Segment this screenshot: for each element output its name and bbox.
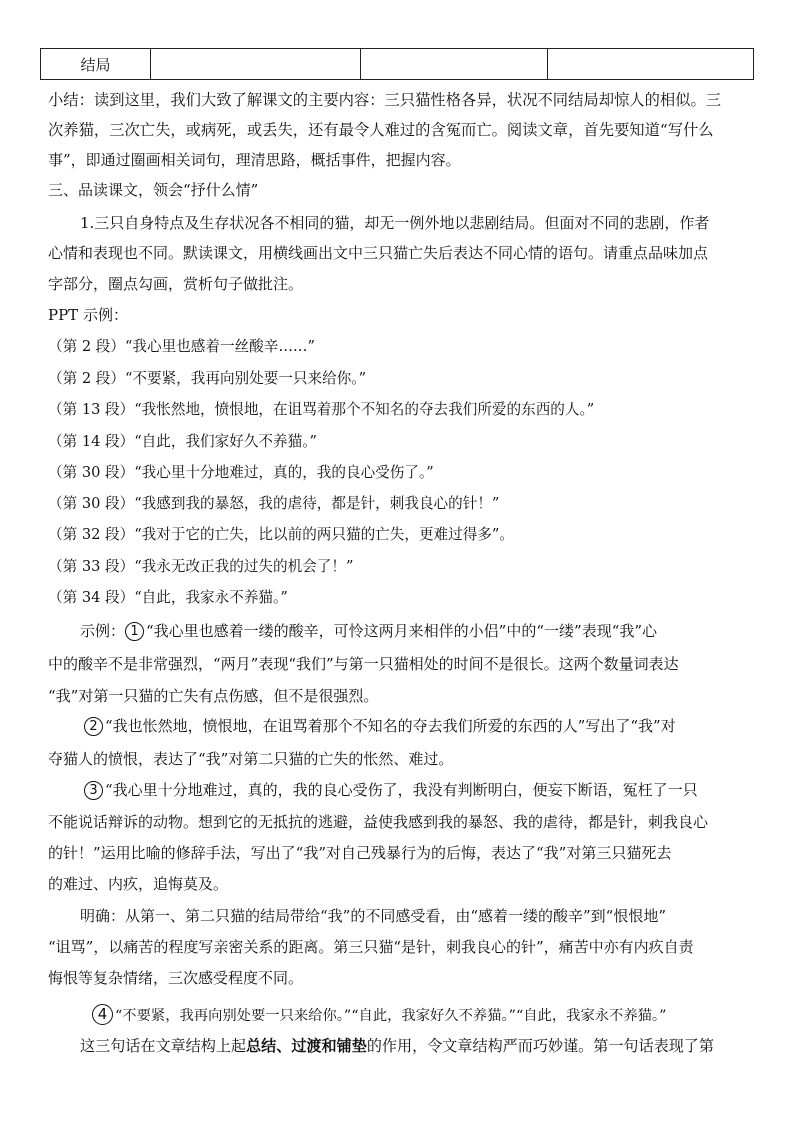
section-heading: 三、品读课文，领会“抒什么情” (48, 181, 259, 199)
example-1-line: 中的酸辛不是非常强烈，“两月”表现“我们”与第一只猫相处的时间不是很长。这两个数量词表达 (48, 655, 679, 673)
circled-number: 4 (92, 1004, 113, 1025)
ppt-label: PPT 示例： (48, 306, 128, 324)
clarify-line: “诅骂”，以痛苦的程度写亲密关系的距离。第三只猫“是针，刺我良心的针”，痛苦中亦有内疚自责 (48, 938, 694, 956)
clarify-line: 悔恨等复杂情绪，三次感受程度不同。 (48, 969, 304, 987)
final-text-post: 的作用，令文章结构严而巧妙谨。第一句话表现了第 (366, 1037, 714, 1055)
clarify-line: 明确：从第一、第二只猫的结局带给“我”的不同感受看，由“感着一缕的酸辛”到“恨恨地” (80, 907, 667, 925)
example-lead: 示例： (80, 622, 126, 640)
example-3-line: 的难过、内疚，追悔莫及。 (48, 875, 229, 893)
example-1-line (80, 621, 657, 641)
summary-line: 事”，即通过圈画相关词句，理清思路，概括事件，把握内容。 (48, 151, 461, 169)
summary-line: 次养猫，三次亡失，或病死，或丢失，还有最令人难过的含冤而亡。阅读文章，首先要知道“写什么 (48, 121, 714, 139)
outcome-table (40, 48, 754, 80)
quote-line: （第 14 段）“自此，我们家好久不养猫。” (48, 433, 317, 450)
circled-number: 2 (84, 717, 103, 736)
example-3-line (84, 780, 698, 800)
quote-line: （第 13 段）“我怅然地，愤恨地，在诅骂着那个不知名的夺去我们所爱的东西的人。” (48, 401, 595, 418)
table-cell-label: 结局 (41, 49, 151, 80)
task-line: 字部分，圈点勾画，赏析句子做批注。 (48, 275, 304, 293)
quote-line: （第 30 段）“我感到我的暴怒，我的虐待，都是针，刺我良心的针！” (48, 495, 500, 512)
circled-number: 3 (84, 781, 103, 800)
example-1-text: “我心里也感着一缕的酸辛，可怜这两月来相伴的小侣”中的“一缕”表现“我”心 (146, 622, 658, 640)
example-4-text: “不要紧，我再向别处要一只来给你。”“自此，我家好久不养猫。”“自此，我家永不养猫。” (115, 1008, 667, 1024)
example-1-line: “我”对第一只猫的亡失有点伤感，但不是很强烈。 (48, 687, 379, 705)
table-row (41, 49, 754, 80)
quote-line: （第 32 段）“我对于它的亡失，比以前的两只猫的亡失，更难过得多”。 (48, 526, 514, 543)
summary-line: 小结：读到这里，我们大致了解课文的主要内容：三只猫性格各异，状况不同结局却惊人的相似。三 (48, 91, 722, 109)
example-2-text: “我也怅然地，愤恨地，在诅骂着那个不知名的夺去我们所爱的东西的人”写出了“我”对 (105, 717, 676, 735)
task-line: 心情和表现也不同。默读课文，用横线画出文中三只猫亡失后表达不同心情的语句。请重点品味加点 (48, 244, 709, 262)
example-2-line (84, 716, 676, 736)
quote-line: （第 2 段）“我心里也感着一丝酸辛……” (48, 338, 315, 355)
example-4-line (92, 1004, 666, 1026)
example-3-line: 的针！”运用比喻的修辞手法，写出了“我”对自己残暴行为的后悔，表达了“我”对第三只猫死去 (48, 844, 672, 862)
table-cell (548, 49, 754, 80)
example-3-line: 不能说话辩诉的动物。想到它的无抵抗的逃避，益使我感到我的暴怒、我的虐待，都是针，刺我良心 (48, 813, 709, 831)
example-3-text: “我心里十分地难过，真的，我的良心受伤了，我没有判断明白，便妄下断语，冤枉了一只 (105, 781, 698, 799)
quote-line: （第 30 段）“我心里十分地难过，真的，我的良心受伤了。” (48, 464, 434, 481)
example-2-line: 夺猫人的愤恨，表达了“我”对第二只猫的亡失的怅然、难过。 (48, 750, 454, 768)
final-line (80, 1036, 714, 1056)
final-text-pre: 这三句话在文章结构上起 (80, 1037, 247, 1055)
final-text-bold: 总结、过渡和铺垫 (246, 1037, 367, 1055)
quote-line: （第 33 段）“我永无改正我的过失的机会了！” (48, 558, 354, 575)
table-cell (361, 49, 548, 80)
table-cell (151, 49, 361, 80)
circled-number: 1 (125, 622, 144, 641)
quote-line: （第 2 段）“不要紧，我再向别处要一只来给你。” (48, 370, 367, 387)
quote-line: （第 34 段）“自此，我家永不养猫。” (48, 589, 288, 606)
task-line: 1.三只自身特点及生存状况各不相同的猫，却无一例外地以悲剧结局。但面对不同的悲剧，作者 (80, 214, 710, 232)
